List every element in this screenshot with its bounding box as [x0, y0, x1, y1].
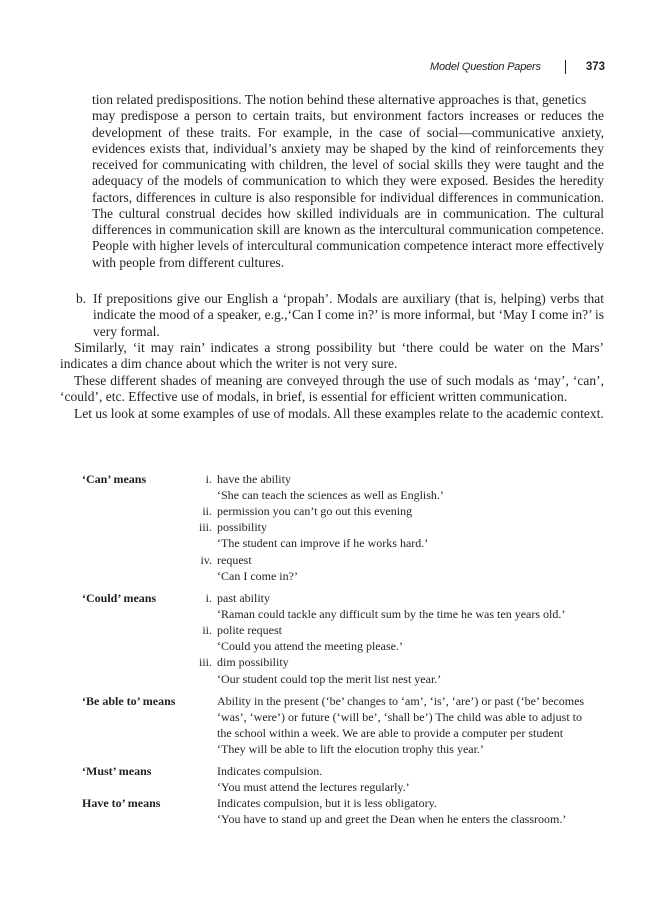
- paragraph-body: may predispose a person to certain traits, but environment factors increases or reduces the development of these traits. For example, in the case of social—communicative anxiety, evidences exists that, individual’s anxiety may be shaped by the kind of reinforcements they received for communicating with children, the level of social skills they were taught and the adequacy of the models of communication to which they were exposed. Besides the heredity factors, differences in culture is also responsible for individual differences in communication. The cultural construal decides how skilled individuals are in communication. The cultural differences in communication skill are known as the intercultural communication competence. People with higher levels of intercultural communication competence interact more effectively with people from different cultures.: [92, 108, 604, 270]
- modal-term: ‘Must’ means: [82, 764, 152, 778]
- entry-example: ‘Could you attend the meeting please.’: [217, 639, 403, 653]
- definition-line: Indicates compulsion, but it is less obligatory.: [217, 796, 437, 810]
- definition-line: ‘was’, ‘were’) or future (‘will be’, ‘shall be’) The child was able to adjust to: [217, 710, 582, 724]
- definition-line: Ability in the present (‘be’ changes to ‘am’, ‘is’, ‘are’) or past (‘be’ becomes: [217, 694, 585, 708]
- paragraph-first-line: tion related predispositions. The notion behind these alternative approaches is that, genetics: [92, 92, 587, 107]
- entry-meaning: polite request: [217, 623, 282, 637]
- modal-term: ‘Could’ means: [82, 591, 157, 605]
- entry-number: iii.: [198, 520, 212, 534]
- item-text: If prepositions give our English a ‘propah’. Modals are auxiliary (that is, helping) verbs that indicate the mood of a speaker, e.g.,‘Can I come in?’ is more informal, but ‘May I come in?’ is very formal.: [93, 291, 604, 339]
- definition-line: Indicates compulsion.: [217, 764, 323, 778]
- entry-number: i.: [205, 472, 212, 486]
- definition-line: ‘You must attend the lectures regularly.’: [217, 780, 410, 794]
- entry-number: ii.: [202, 504, 212, 518]
- definition-line: ‘You have to stand up and greet the Dean when he enters the classroom.’: [217, 812, 567, 826]
- paragraph-shades-of-meaning: These different shades of meaning are conveyed through the use of such modals as ‘may’, ‘can’, ‘could’, etc. Effective use of modals, in brief, is essential for efficient written communication.: [60, 373, 604, 405]
- entry-number: i.: [205, 591, 212, 605]
- definition-line: the school within a week. We are able to provide a computer per student: [217, 726, 564, 740]
- entry-example: ‘Raman could tackle any difficult sum by the time he was ten years old.’: [217, 607, 566, 621]
- entry-meaning: possibility: [217, 520, 268, 534]
- item-label: b.: [76, 291, 87, 306]
- running-title: Model Question Papers: [430, 61, 541, 73]
- modal-term: ‘Be able to’ means: [82, 694, 176, 708]
- page-number: 373: [585, 61, 605, 73]
- entry-number: iv.: [200, 553, 212, 567]
- paragraph-examples-intro: Let us look at some examples of use of modals. All these examples relate to the academic context.: [74, 406, 604, 421]
- entry-meaning: request: [217, 553, 252, 567]
- modal-term: Have to’ means: [82, 796, 161, 810]
- definition-line: ‘They will be able to lift the elocution trophy this year.’: [217, 742, 484, 756]
- entry-meaning: permission you can’t go out this evening: [217, 504, 413, 518]
- list-item-b: [76, 291, 604, 340]
- entry-meaning: past ability: [217, 591, 270, 605]
- continuation-paragraph: [92, 92, 604, 271]
- entry-meaning: dim possibility: [217, 655, 289, 669]
- entry-example: ‘She can teach the sciences as well as English.’: [217, 488, 444, 502]
- entry-example: ‘The student can improve if he works hard.’: [217, 536, 429, 550]
- entry-example: ‘Can I come in?’: [217, 569, 298, 583]
- entry-number: iii.: [198, 655, 212, 669]
- entry-number: ii.: [202, 623, 212, 637]
- entry-example: ‘Our student could top the merit list nest year.’: [217, 672, 442, 686]
- paragraph-similarly: Similarly, ‘it may rain’ indicates a strong possibility but ‘there could be water on the Mars’ indicates a dim chance about which the writer is not very sure.: [60, 340, 604, 372]
- header-divider: [565, 60, 566, 74]
- modal-term: ‘Can’ means: [82, 472, 147, 486]
- entry-meaning: have the ability: [217, 472, 291, 486]
- running-header: [430, 57, 605, 77]
